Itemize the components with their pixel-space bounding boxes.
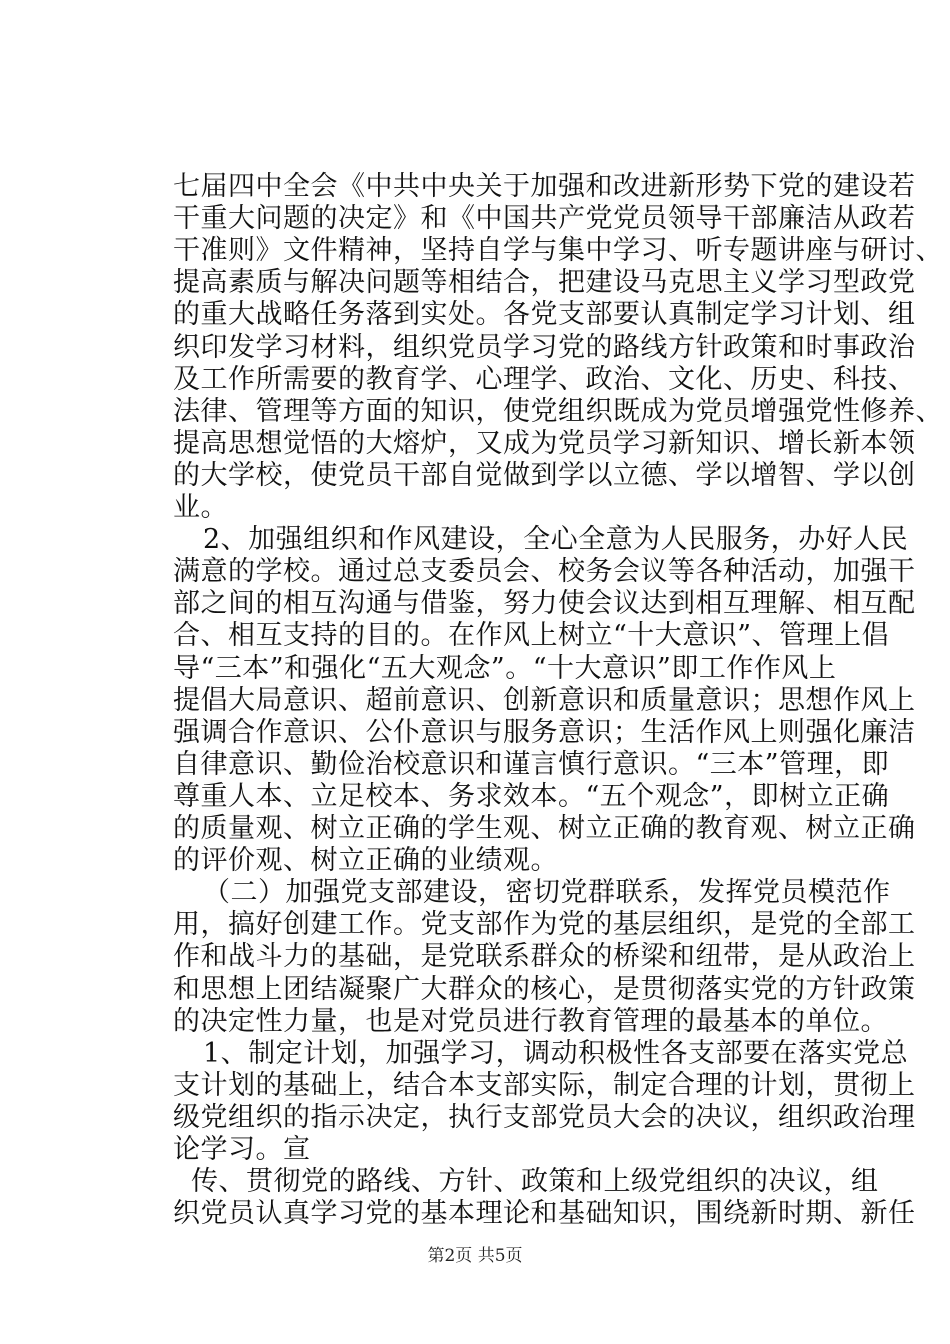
text-line: 传、贯彻党的路线、方针、政策和上级党组织的决议，组 xyxy=(191,1166,879,1198)
text-line: 满意的学校。通过总支委员会、校务会议等各种活动，加强干 xyxy=(173,556,916,588)
text-line: 强调合作意识、公仆意识与服务意识；生活作风上则强化廉洁 xyxy=(173,716,916,748)
text-line: 2、加强组织和作风建设，全心全意为人民服务，办好人民 xyxy=(203,524,909,556)
text-line: 论学习。宣 xyxy=(173,1134,311,1165)
text-line: 1、制定计划，加强学习，调动积极性各支部要在落实党总 xyxy=(203,1037,909,1069)
text-line: 业。 xyxy=(173,492,228,523)
text-line: （二）加强党支部建设，密切党群联系，发挥党员模范作 xyxy=(203,877,891,909)
text-line: 干准则》文件精神，坚持自学与集中学习、听专题讲座与研讨、 xyxy=(173,235,943,267)
text-line: 作和战斗力的基础，是党联系群众的桥梁和纽带，是从政治上 xyxy=(173,941,916,973)
text-line: 的质量观、树立正确的学生观、树立正确的教育观、树立正确 xyxy=(173,813,916,844)
text-line: 提高素质与解决问题等相结合，把建设马克思主义学习型政党 xyxy=(173,267,916,299)
text-line: 的决定性力量，也是对党员进行教育管理的最基本的单位。 xyxy=(173,1005,888,1037)
page-footer: 第2页 共5页 xyxy=(427,1246,523,1266)
text-line: 导“三本”和强化“五大观念”。“十大意识”即工作作风上 xyxy=(173,652,837,684)
text-line: 用，搞好创建工作。党支部作为党的基层组织，是党的全部工 xyxy=(173,909,916,941)
text-line: 部之间的相互沟通与借鉴，努力使会议达到相互理解、相互配 xyxy=(173,588,916,620)
text-line: 级党组织的指示决定，执行支部党员大会的决议，组织政治理 xyxy=(173,1101,916,1133)
text-line: 的大学校，使党员干部自觉做到学以立德、学以增智、学以创 xyxy=(173,459,916,491)
text-line: 的重大战略任务落到实处。各党支部要认真制定学习计划、组 xyxy=(173,299,916,331)
text-line: 和思想上团结凝聚广大群众的核心，是贯彻落实党的方针政策 xyxy=(173,973,916,1005)
text-line: 法律、管理等方面的知识，使党组织既成为党员增强党性修养、 xyxy=(173,395,943,427)
text-line: 提倡大局意识、超前意识、创新意识和质量意识；思想作风上 xyxy=(173,684,916,716)
text-line: 自律意识、勤俭治校意识和谨言慎行意识。“三本”管理，即 xyxy=(173,748,890,780)
text-line: 织印发学习材料，组织党员学习党的路线方针政策和时事政治 xyxy=(173,331,916,363)
text-line: 合、相互支持的目的。在作风上树立“十大意识”、管理上倡 xyxy=(173,620,890,652)
text-line: 尊重人本、立足校本、务求效本。“五个观念”，即树立正确 xyxy=(173,780,890,812)
text-line: 及工作所需要的教育学、心理学、政治、文化、历史、科技、 xyxy=(173,363,916,395)
text-line: 干重大问题的决定》和《中国共产党党员领导干部廉洁从政若 xyxy=(173,203,916,235)
text-line: 七届四中全会《中共中央关于加强和改进新形势下党的建设若 xyxy=(173,171,916,202)
text-line: 提高思想觉悟的大熔炉，又成为党员学习新知识、增长新本领 xyxy=(173,427,916,459)
text-line: 的评价观、树立正确的业绩观。 xyxy=(173,845,558,877)
text-line: 支计划的基础上，结合本支部实际，制定合理的计划，贯彻上 xyxy=(173,1069,916,1101)
text-line: 织党员认真学习党的基本理论和基础知识，围绕新时期、新任 xyxy=(173,1198,916,1230)
